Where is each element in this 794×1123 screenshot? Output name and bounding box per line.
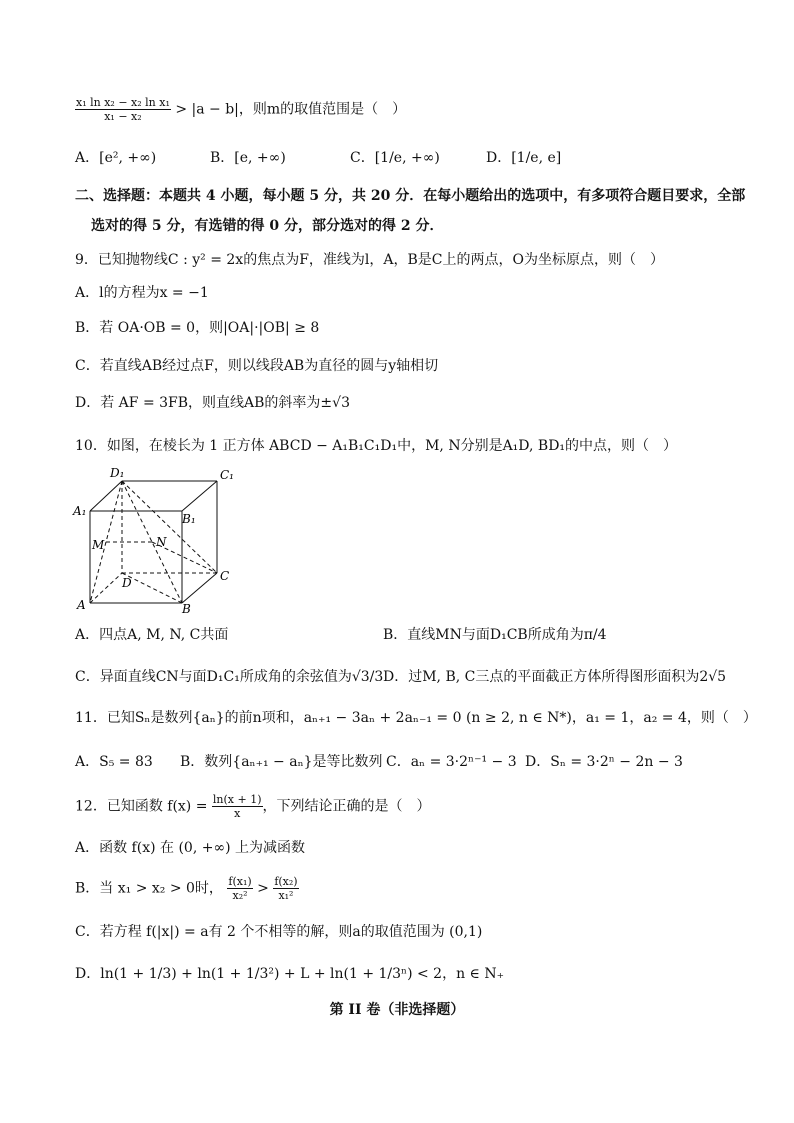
q12-option-b-den2: x₁² bbox=[278, 889, 294, 902]
q8-fraction-numerator: x₁ ln x₂ − x₂ ln x₁ bbox=[76, 96, 170, 109]
q9-option-b: B．若 OA·OB = 0，则|OA|·|OB| ≥ 8 bbox=[75, 320, 320, 336]
label-B1: B₁ bbox=[182, 512, 196, 526]
label-C1: C₁ bbox=[220, 468, 234, 482]
q12-stem-suffix: ，下列结论正确的是（ ） bbox=[262, 798, 431, 815]
q12-option-b-num2: f(x₂) bbox=[274, 875, 298, 888]
q12-stem-prefix: 12．已知函数 f(x) = bbox=[75, 798, 208, 815]
q8-stem-tail: ，则m的取值范围是（ ） bbox=[238, 101, 407, 118]
label-N: N bbox=[156, 535, 167, 549]
q12-function-fraction bbox=[212, 793, 263, 820]
q9-option-a: A．l的方程为x = −1 bbox=[75, 285, 209, 301]
q12-option-a: A．函数 f(x) 在 (0, +∞) 上为减函数 bbox=[75, 840, 306, 856]
q12-fraction-numerator: ln(x + 1) bbox=[212, 793, 262, 806]
section2-instructions-line2: 选对的得 5 分，有选错的得 0 分，部分选对的得 2 分． bbox=[91, 218, 444, 234]
q12-option-b-fraction2 bbox=[273, 875, 298, 902]
q9-stem: 9．已知抛物线C : y² = 2x的焦点为F，准线为l，A，B是C上的两点，O为坐标原点，则（ ） bbox=[75, 252, 664, 268]
label-D: D bbox=[122, 576, 132, 590]
q8-option-a: A．[e², +∞) bbox=[75, 150, 157, 166]
label-A: A bbox=[77, 598, 86, 612]
q12-option-b-fraction1 bbox=[227, 875, 252, 902]
label-C: C bbox=[220, 569, 230, 583]
q12-option-b-num1: f(x₁) bbox=[228, 875, 252, 888]
q8-stem bbox=[75, 96, 406, 123]
q8-fraction-denominator: x₁ − x₂ bbox=[104, 110, 142, 123]
q12-option-b bbox=[75, 875, 299, 902]
label-A1: A₁ bbox=[73, 504, 87, 518]
label-B: B bbox=[182, 602, 191, 615]
q9-option-d: D．若 AF = 3FB，则直线AB的斜率为±√3 bbox=[75, 395, 350, 411]
q11-option-a: A．S₅ = 83 bbox=[75, 754, 153, 770]
q12-option-b-den1: x₂² bbox=[232, 889, 248, 902]
q10-option-a: A．四点A, M, N, C共面 bbox=[75, 627, 229, 643]
q12-option-d: D．ln(1 + 1/3) + ln(1 + 1/3²) + L + ln(1 + 1/3ⁿ) < 2，n ∈ N₊ bbox=[75, 966, 505, 982]
q11-stem: 11．已知Sₙ是数列{aₙ}的前n项和，aₙ₊₁ − 3aₙ + 2aₙ₋₁ = 0 (n ≥ 2, n ∈ N*)，a₁ = 1，a₂ = 4，则（ ） bbox=[75, 710, 757, 726]
q8-option-b: B．[e, +∞) bbox=[210, 150, 286, 166]
q10-option-d: D．过M, B, C三点的平面截正方体所得图形面积为2√5 bbox=[383, 669, 727, 685]
q8-inequality-rhs: > |a − b| bbox=[175, 101, 239, 118]
q8-option-c: C．[1/e, +∞) bbox=[350, 150, 440, 166]
q12-fraction-denominator: x bbox=[234, 807, 241, 820]
q11-option-b: B．数列{aₙ₊₁ − aₙ}是等比数列 bbox=[180, 754, 383, 770]
label-M: M bbox=[92, 538, 105, 552]
part2-title: 第 II 卷（非选择题） bbox=[329, 1002, 465, 1018]
q10-stem: 10．如图，在棱长为 1 正方体 ABCD − A₁B₁C₁D₁中，M, N分别是A₁D, BD₁的中点，则（ ） bbox=[75, 438, 678, 454]
q11-option-d: D．Sₙ = 3·2ⁿ − 2n − 3 bbox=[525, 754, 683, 770]
q12-option-b-gt: > bbox=[257, 880, 269, 897]
q12-option-b-prefix: B．当 x₁ > x₂ > 0时， bbox=[75, 880, 223, 897]
label-D1: D₁ bbox=[110, 466, 125, 480]
q10-option-c: C．异面直线CN与面D₁C₁所成角的余弦值为√3/3 bbox=[75, 669, 384, 685]
cube-figure bbox=[72, 463, 242, 615]
q12-stem bbox=[75, 793, 431, 820]
q12-option-c: C．若方程 f(|x|) = a有 2 个不相等的解，则a的取值范围为 (0,1) bbox=[75, 924, 483, 940]
q11-option-c: C．aₙ = 3·2ⁿ⁻¹ − 3 bbox=[386, 754, 517, 770]
q8-option-d: D．[1/e, e] bbox=[486, 150, 562, 166]
q10-option-b: B．直线MN与面D₁CB所成角为π/4 bbox=[383, 627, 607, 643]
q9-option-c: C．若直线AB经过点F，则以线段AB为直径的圆与y轴相切 bbox=[75, 358, 439, 374]
q8-fraction bbox=[75, 96, 171, 123]
section2-instructions-line1: 二、选择题：本题共 4 小题，每小题 5 分，共 20 分．在每小题给出的选项中，有多项符合题目要求，全部 bbox=[75, 188, 746, 204]
